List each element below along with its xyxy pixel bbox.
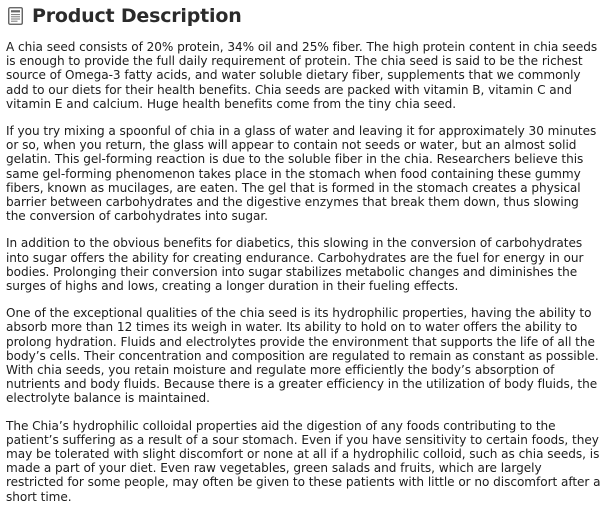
description-paragraph-1: A chia seed consists of 20% protein, 34% oil and 25% fiber. The high protein content in chia seeds is enough to provide the full daily requirement of protein. The chia seed is said to be the richest source of Omega-3 fatty acids, and water soluble dietary fiber, supplements that we commonly add to our diets for their health benefits. Chia seeds are packed with vitamin B, vitamin C and vitamin E and calcium. Huge health benefits come from the tiny chia seed. (6, 40, 598, 111)
description-paragraph-3: In addition to the obvious benefits for diabetics, this slowing in the conversion of carbohydrates into sugar offers the ability for creating endurance. Carbohydrates are the fuel for energy in our bodies. Prolonging their conversion into sugar stabilizes metabolic changes and diminishes the surges of highs and lows, creating a longer duration in their fueling effects. (6, 236, 584, 294)
section-title: Product Description (32, 5, 242, 27)
description-paragraph-4: One of the exceptional qualities of the chia seed is its hydrophilic properties, having the ability to absorb more than 12 times its weigh in water. Its ability to hold on to water offers the ability to prolong hydration. Fluids and electrolytes provide the environment that supports the life of all the body’s cells. Their concentration and composition are regulated to remain as constant as possible. With chia seeds, you retain moisture and regulate more efficiently the body’s absorption of nutrients and body fluids. Because there is a greater efficiency in the utilization of body fluids, the electrolyte balance is maintained. (6, 306, 599, 406)
section-heading (6, 3, 601, 29)
description-paragraph-2: If you try mixing a spoonful of chia in a glass of water and leaving it for approximately 30 minutes or so, when you return, the glass will appear to contain not seeds or water, but an almost solid gelatin. This gel-forming reaction is due to the soluble fiber in the chia. Researchers believe this same gel-forming phenomenon takes place in the stomach when food containing these gummy fibers, known as mucilages, are eaten. The gel that is formed in the stomach creates a physical barrier between carbohydrates and the digestive enzymes that break them down, thus slowing the conversion of carbohydrates into sugar. (6, 124, 597, 224)
document-icon (8, 7, 23, 25)
description-paragraph-5: The Chia’s hydrophilic colloidal properties aid the digestion of any foods contributing to the patient’s suffering as a result of a sour stomach. Even if you have sensitivity to certain foods, they may be tolerated with slight discomfort or none at all if a hydrophilic colloid, such as chia seeds, is made a part of your diet. Even raw vegetables, green salads and fruits, which are largely restricted for some people, may often be given to these patients with little or no discomfort after a short time. (6, 418, 601, 504)
